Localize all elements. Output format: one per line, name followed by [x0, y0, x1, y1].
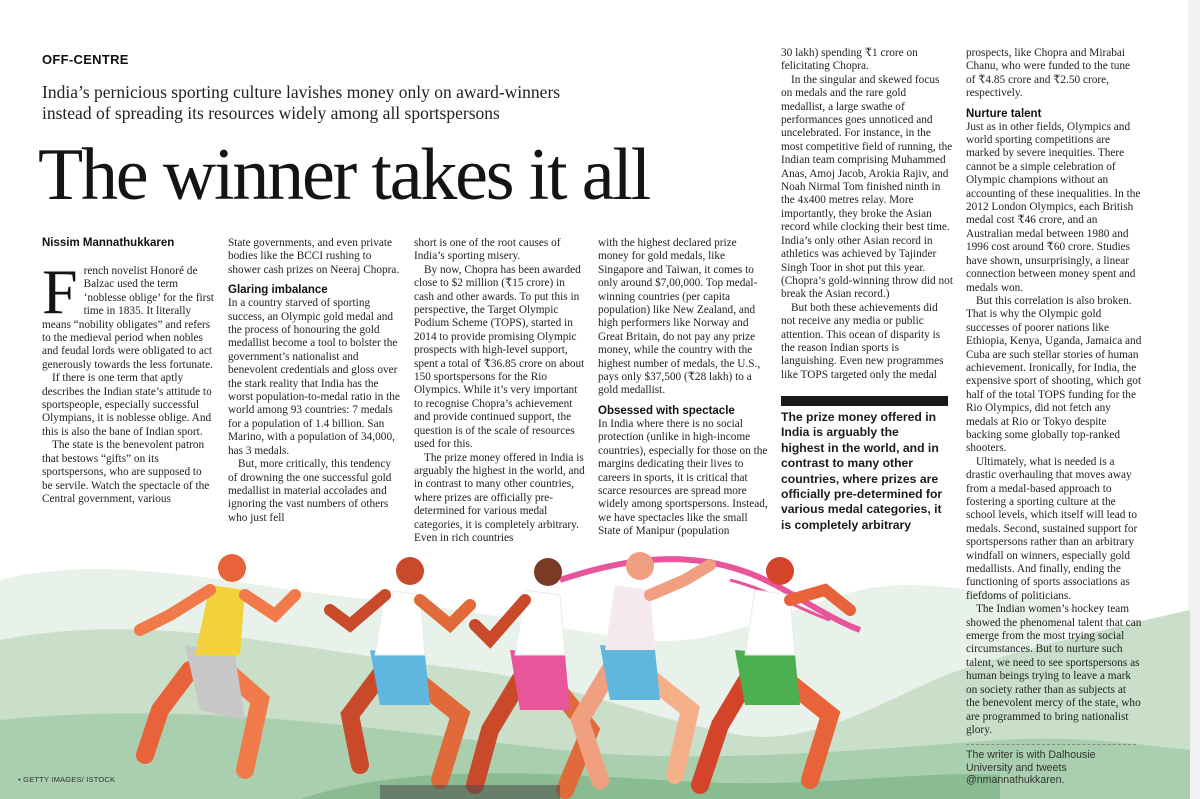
pull-quote: The prize money offered in India is arguably the highest in the world, and in contrast to many other countries, where prizes are officially pre-determined for various medal categories, it is completely arbitrary [781, 410, 943, 532]
paragraph: But this correlation is also broken. That is why the Olympic gold successes of poorer nations like Ethiopia, Kenya, Uganda, Jamaica and Cuba are such stellar stories of human achievement. Ironically, for India, the expensive sport of shooting, which got half of the total TOPS funding for the Rio Olympics, did not fetch any medals at Rio or Tokyo despite backing some globally top-ranked shooters. [966, 294, 1142, 455]
drop-cap: F [42, 256, 78, 327]
paragraph: The prize money offered in India is arguably the highest in the world, and in contrast to many other countries, where prizes are officially pre-determined for various medal categories, it is completely arbitrary. Even in rich countries [414, 451, 585, 544]
paragraph: The Indian women’s hockey team showed the phenomenal talent that can emerge from the most trying social circumstances. But to nurture such talent, we need to see sportspersons as human beings trying to leave a mark on society rather than as subjects at the benevolent mercy of the state, who are programmed to bring nationalist glory. [966, 603, 1142, 736]
article-column-6 [966, 47, 1142, 752]
paragraph: The state is the benevolent patron that bestows “gifts” on its sportspersons, who are supposed to be servile. Watch the spectacle of the Central government, various [42, 439, 210, 505]
paragraph: In the singular and skewed focus on medals and the rare gold medallist, a large swathe of performances goes unnoticed and uncelebrated. For instance, in the most competitive field of running, the Indian team comprising Muhammed Anas, Amoj Jacob, Arokia Rajiv, and Noah Nirmal Tom finished ninth in the 4x400 metres relay. More importantly, they broke the Asian record while clocking their best time. India’s only other Asian record in athletics was achieved by Tajinder Singh Toor in shot put this year. (Chopra’s gold-winning throw did not break the Asian record.) [781, 73, 953, 301]
subheading: Nurture talent [966, 107, 1042, 120]
image-credit-text: GETTY IMAGES/ ISTOCK [23, 775, 116, 784]
article-column-4 [598, 237, 770, 537]
paragraph: Just as in other fields, Olympics and world sporting competitions are marked by severe inequities. There cannot be a simple celebration of Olympic champions without an accounting of these inequalities. In the 2012 London Olympics, each British medal cost ₹46 crore, and an Australian medal between 1980 and 1996 cost around ₹60 crore. Studies have shown, unsurprisingly, a linear connection between money spent and medals won. [966, 120, 1141, 294]
paragraph: short is one of the root causes of India’s sporting misery. [414, 237, 561, 263]
paragraph: 30 lakh) spending ₹1 crore on felicitating Chopra. [781, 47, 918, 73]
paragraph: But both these achievements did not receive any media or public attention. This ocean of disparity is the reason Indian sports is languishing. Even new programmes like TOPS targeted only the medal [781, 301, 944, 381]
article-column-2 [228, 237, 400, 527]
subheading: Glaring imbalance [228, 284, 328, 297]
paragraph: State governments, and even private bodies like the BCCI rushing to shower cash prizes on Neeraj Chopra. [228, 237, 400, 276]
author-note: The writer is with Dalhousie University and tweets @nmannathukkaren. [966, 749, 1096, 786]
subheading: Obsessed with spectacle [598, 404, 735, 417]
paragraph: By now, Chopra has been awarded close to $2 million (₹15 crore) in cash and other awards. To put this in perspective, the Target Olympic Podium Scheme (TOPS), started in 2014 to provide promising Olympic prospects with high-level support, spent a total of ₹36.85 crore on about 150 sportspersons for the Rio Olympics. While it’s very important to recognise Chopra’s achievement and provide continued support, the question is of the scale of resources used for this. [414, 263, 585, 451]
article-deck: India’s pernicious sporting culture lavishes money only on award-winners instead of spreading its resources widely among all sportspersons [42, 82, 561, 123]
author-byline: Nissim Mannathukkaren [42, 237, 175, 249]
article-column-3 [414, 237, 586, 544]
section-label: OFF-CENTRE [42, 52, 129, 67]
article-column-5 [781, 47, 953, 382]
paragraph: rench novelist Honoré de Balzac used the term ‘noblesse oblige’ for the first time in 1835. It literally means “nobility obligates” and refers to the medieval period when nobles and feudal lords were obligated to act generously towards the less fortunate. [42, 265, 214, 371]
paragraph: In India where there is no social protection (unlike in high-income countries), especially for those on the margins dedicating their lives to careers in sports, it is critical that scarce resources are spread more widely among sportspersons. Instead, we have spectacles like the small State of Manipur (population [598, 417, 768, 538]
image-credit: ▪ GETTY IMAGES/ ISTOCK [18, 775, 116, 784]
article-column-1 [42, 256, 214, 537]
paragraph: prospects, like Chopra and Mirabai Chanu, who were funded to the tune of ₹4.85 crore and ₹2.50 crore, respectively. [966, 47, 1131, 100]
paragraph: If there is one term that aptly describes the Indian state’s attitude to sportspeople, especially successful Olympians, it is noblesse oblige. And this is also the bane of Indian sport. [42, 372, 212, 438]
paragraph: But, more critically, this tendency of drowning the one successful gold medallist in material accolades and ignoring the vast numbers of others who just fell [228, 458, 392, 524]
paragraph: with the highest declared prize money for gold medals, like Singapore and Taiwan, it comes to only around $7,00,000. Top medal-winning countries (per capita population) like New Zealand, and high performers like Norway and Great Britain, do not pay any prize money, while the country with the highest number of medals, the U.S., pays only $37,500 (₹28 lakh) to a gold medallist. [598, 237, 761, 397]
footnote-divider [966, 744, 1136, 745]
paragraph: In a country starved of sporting success, an Olympic gold medal and the process of honouring the gold medallist become a tool to bolster the government’s nationalist and benevolent credentials and gloss over the stark reality that India has the worst population-to-medal ratio in the world among 93 countries: 7 medals for a population of 1.4 billion. San Marino, with a population of 34,000, has 3 medals. [228, 297, 400, 457]
pullquote-rule [781, 396, 948, 406]
article-headline: The winner takes it all [38, 134, 650, 216]
paragraph: Ultimately, what is needed is a drastic overhauling that moves away from a medal-based approach to fostering a sporting culture at the school levels, which itself will lead to medals. Second, sustained support for sportspersons rather than an arbitrary windfall on winners, especially gold medallists. And finally, ending the functioning of sports associations as fiefdoms of politicians. [966, 455, 1138, 602]
